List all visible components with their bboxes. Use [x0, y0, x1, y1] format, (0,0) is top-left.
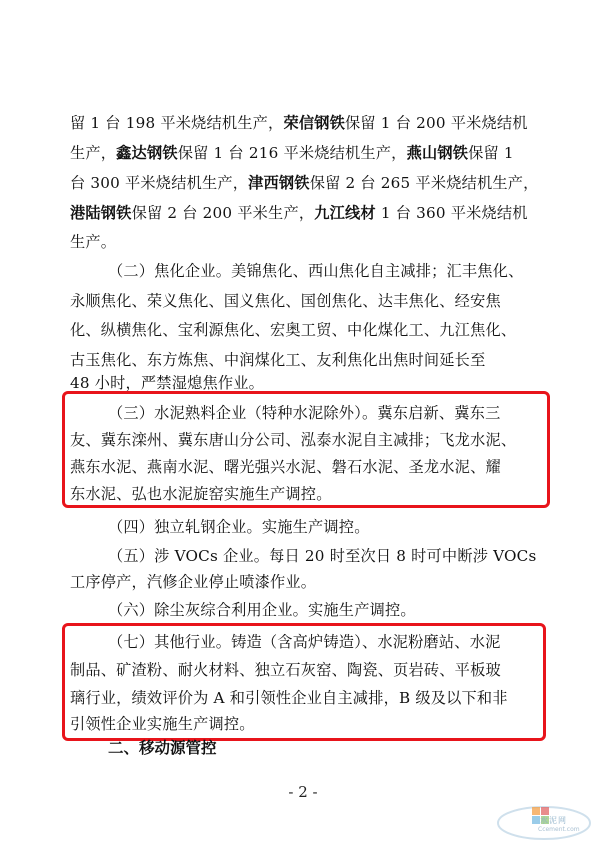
text-run: 保留 1 台 200 平米烧结机 — [345, 114, 528, 132]
company-name: 港陆钢铁 — [70, 204, 132, 222]
text-line: 生产。 — [70, 233, 117, 251]
watermark-url: Ccement.com — [538, 826, 580, 833]
section-other-line: 璃行业，绩效评价为 A 和引领性企业自主减排，B 级及以下和非 — [70, 689, 508, 707]
text-run: 保留 2 台 265 平米烧结机生产， — [309, 174, 539, 192]
text-run: 生产， — [70, 144, 117, 162]
company-name: 燕山钢铁 — [406, 144, 469, 162]
text-run: 保留 2 台 200 平米生产， — [131, 204, 315, 222]
section-heading: 二、移动源管控 — [108, 739, 217, 757]
watermark-text: 水泥网 — [540, 816, 567, 825]
text-line — [70, 173, 540, 193]
text-run: 留 1 台 198 平米烧结机生产， — [70, 114, 284, 132]
section-rolling-line: （四）独立轧钢企业。实施生产调控。 — [108, 518, 370, 536]
company-name: 鑫达钢铁 — [116, 144, 178, 162]
section-coking-line: 永顺焦化、荣义焦化、国义焦化、国创焦化、达丰焦化、经安焦 — [70, 292, 501, 310]
section-cement-line: （三）水泥熟料企业（特种水泥除外）。冀东启新、冀东三 — [108, 404, 501, 422]
section-other-line: 制品、矿渣粉、耐火材料、独立石灰窑、陶瓷、页岩砖、平板玻 — [70, 661, 501, 679]
text-run: 1 台 360 平米烧结机 — [375, 204, 528, 222]
text-run: 台 300 平米烧结机生产， — [70, 174, 249, 192]
company-name: 津西钢铁 — [248, 174, 310, 192]
text-line — [70, 203, 540, 223]
section-coking-line: （二）焦化企业。美锦焦化、西山焦化自主减排；汇丰焦化、 — [108, 262, 524, 280]
section-other-line: （七）其他行业。铸造（含高炉铸造）、水泥粉磨站、水泥 — [108, 633, 501, 651]
text-line — [70, 143, 540, 163]
company-name: 九江线材 — [314, 204, 376, 222]
section-vocs-line: 工序停产，汽修企业停止喷漆作业。 — [70, 573, 317, 591]
section-vocs-line: （五）涉 VOCs 企业。每日 20 时至次日 8 时可中断涉 VOCs — [108, 547, 537, 565]
section-cement-line: 友、冀东滦州、冀东唐山分公司、泓泰水泥自主减排；飞龙水泥、 — [70, 431, 517, 449]
section-ash-line: （六）除尘灰综合利用企业。实施生产调控。 — [108, 601, 416, 619]
section-cement-line: 燕东水泥、燕南水泥、曙光强兴水泥、磐石水泥、圣龙水泥、耀 — [70, 458, 501, 476]
section-other-line: 引领性企业实施生产调控。 — [70, 715, 255, 733]
text-run: 保留 1 台 216 平米烧结机生产， — [177, 144, 407, 162]
company-name: 荣信钢铁 — [283, 114, 345, 132]
text-line — [70, 113, 540, 133]
section-coking-line: 古玉焦化、东方炼焦、中润煤化工、友利焦化出焦时间延长至 — [70, 351, 486, 369]
section-cement-line: 东水泥、弘也水泥旋窑实施生产调控。 — [70, 485, 332, 503]
page-number: - 2 - — [288, 783, 318, 801]
section-coking-line: 48 小时，严禁湿熄焦作业。 — [70, 374, 265, 392]
text-run: 保留 1 — [468, 144, 514, 162]
section-coking-line: 化、纵横焦化、宝利源焦化、宏奥工贸、中化煤化工、九江焦化、 — [70, 321, 517, 339]
